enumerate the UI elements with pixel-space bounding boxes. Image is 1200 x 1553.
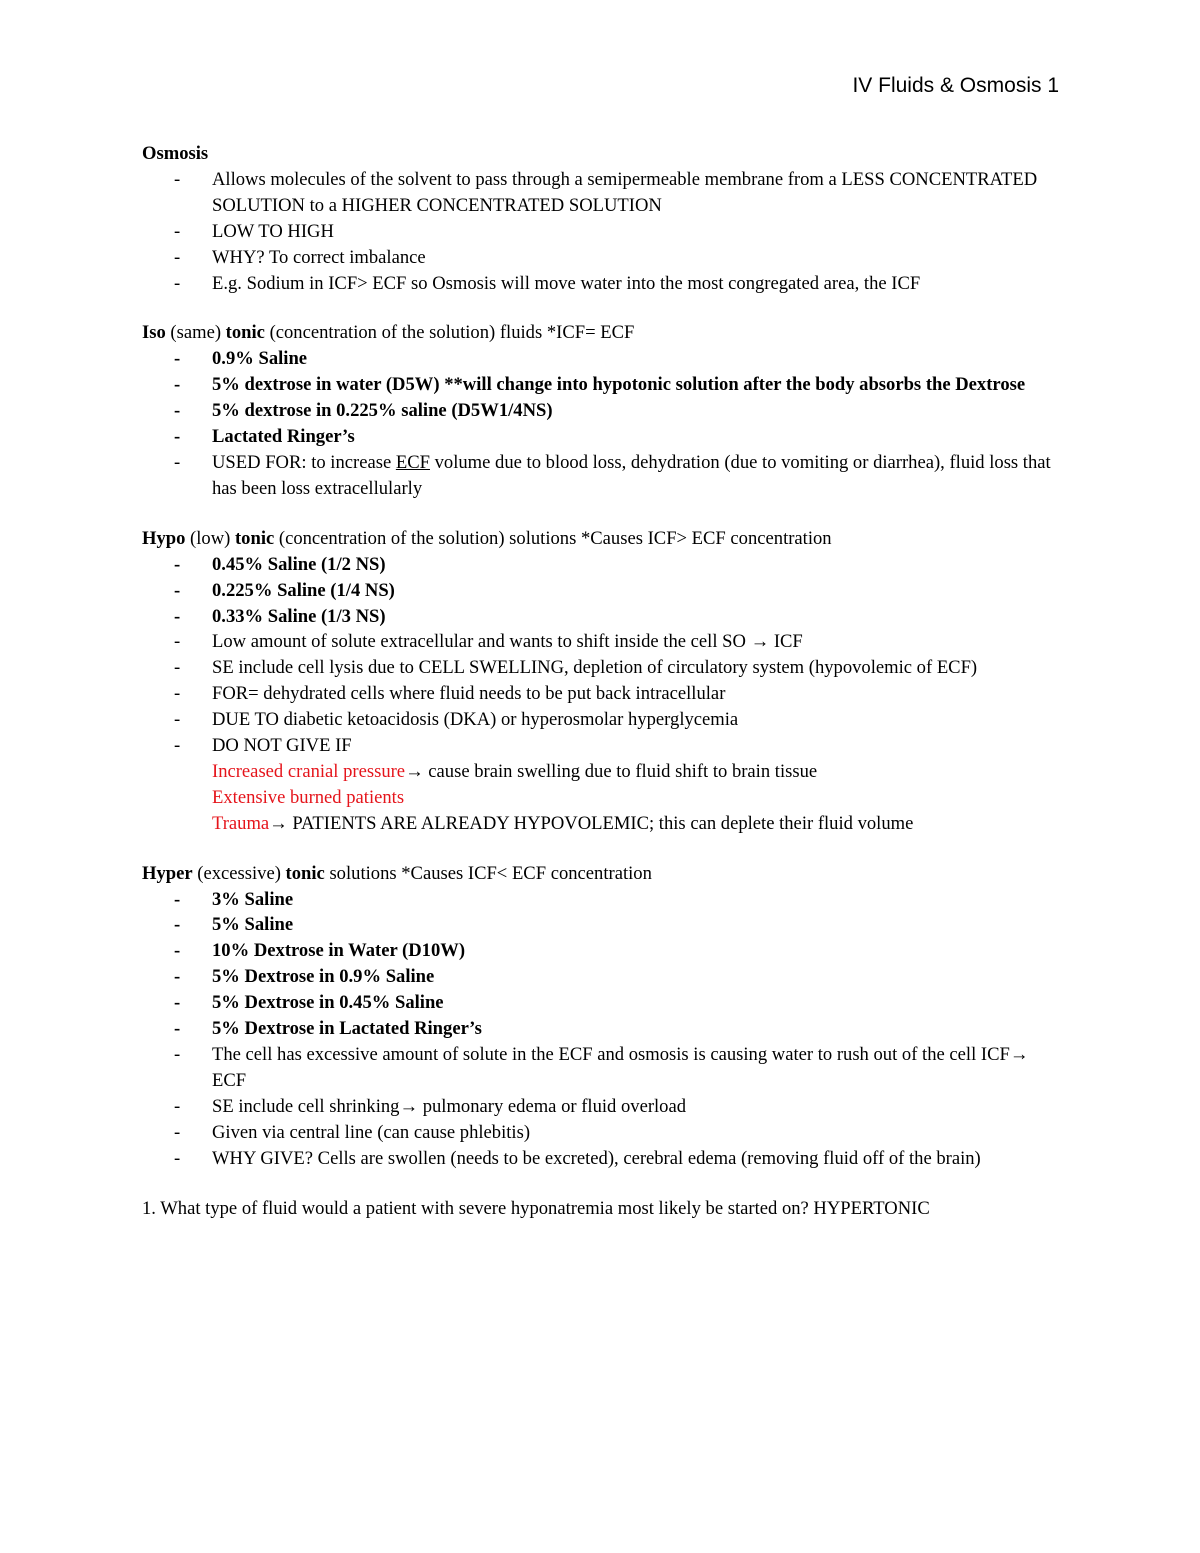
list-item: - 5% Dextrose in Lactated Ringer’s [174,1018,482,1040]
list-item: - 5% Saline [174,914,294,936]
contraindication-trauma: Trauma→ PATIENTS ARE ALREADY HYPOVOLEMIC; this can deplete their fluid volume [212,812,914,834]
list-item: - 0.45% Saline (1/2 NS) [174,553,386,575]
list-item: - E.g. Sodium in ICF> ECF so Osmosis will move water into the most congregated area, the ICF [174,272,921,294]
osmosis-heading: Osmosis [142,143,209,164]
list-item: - Low amount of solute extracellular and wants to shift inside the cell SO → ICF [174,631,803,653]
list-item: - Allows molecules of the solvent to pass through a semipermeable membrane from a LESS CONCENTRATED SOLUTION to a HIGHER CONCENTRATED SOLUTION [174,168,1038,216]
list-item: - 0.33% Saline (1/3 NS) [174,605,386,627]
isotonic-heading: Iso (same) tonic (concentration of the solution) fluids *ICF= ECF [142,322,635,344]
list-item: - DUE TO diabetic ketoacidosis (DKA) or hyperosmolar hyperglycemia [174,709,739,731]
list-item: - 5% dextrose in water (D5W) **will change into hypotonic solution after the body absorbs the Dextrose [174,374,1026,396]
document-body [142,141,1062,1221]
list-item: - Lactated Ringer’s [174,426,355,448]
osmosis-list [142,167,1062,297]
isotonic-list [142,346,1062,501]
list-item: - 10% Dextrose in Water (D10W) [174,940,466,962]
list-item: - SE include cell shrinking→ pulmonary edema or fluid overload [174,1095,687,1117]
hypotonic-list [142,552,1062,837]
contraindication-cranial: Increased cranial pressure→ cause brain swelling due to fluid shift to brain tissue [212,760,818,782]
list-item: - 5% Dextrose in 0.45% Saline [174,992,444,1014]
list-item: - FOR= dehydrated cells where fluid needs to be put back intracellular [174,683,726,705]
list-item: - 5% dextrose in 0.225% saline (D5W1/4NS) [174,400,553,422]
list-item: - 0.9% Saline [174,348,308,370]
list-item: - WHY GIVE? Cells are swollen (needs to be excreted), cerebral edema (removing fluid off of the brain) [174,1147,981,1169]
list-item: - SE include cell lysis due to CELL SWELLING, depletion of circulatory system (hypovolemic of ECF) [174,657,978,679]
hypertonic-heading: Hyper (excessive) tonic solutions *Causes ICF< ECF concentration [142,862,652,884]
question: 1. What type of fluid would a patient with severe hyponatremia most likely be started on? HYPERTONIC [142,1197,930,1219]
hypertonic-list [142,887,1062,1172]
hypotonic-heading: Hypo (low) tonic (concentration of the solution) solutions *Causes ICF> ECF concentration [142,527,832,549]
hypertonic-section [142,861,1062,1172]
hypotonic-section [142,526,1062,837]
do-not-give-item: - DO NOT GIVE IF Increased cranial pressure→ cause brain swelling due to fluid shift to brain tissue Extensive burned patients Trauma→ PATIENTS ARE ALREADY HYPOVOLEMIC; this can deplete their fluid volume [142,733,1062,837]
list-item: - 0.225% Saline (1/4 NS) [174,579,395,601]
osmosis-section [142,141,1062,296]
contraindication-burns: Extensive burned patients [212,786,405,808]
list-item: - The cell has excessive amount of solute in the ECF and osmosis is causing water to rush out of the cell ICF→ ECF [174,1044,1029,1091]
page-header: IV Fluids & Osmosis 1 [852,74,1059,97]
isotonic-section [142,320,1062,501]
list-item: - WHY? To correct imbalance [174,246,426,268]
list-item: - Given via central line (can cause phlebitis) [174,1121,531,1143]
list-item: - 5% Dextrose in 0.9% Saline [174,966,435,988]
list-item: - USED FOR: to increase ECF volume due to blood loss, dehydration (due to vomiting or diarrhea), fluid loss that has been loss extracellularly [174,451,1051,499]
list-item: - LOW TO HIGH [174,220,334,242]
list-item: - 3% Saline [174,888,294,910]
